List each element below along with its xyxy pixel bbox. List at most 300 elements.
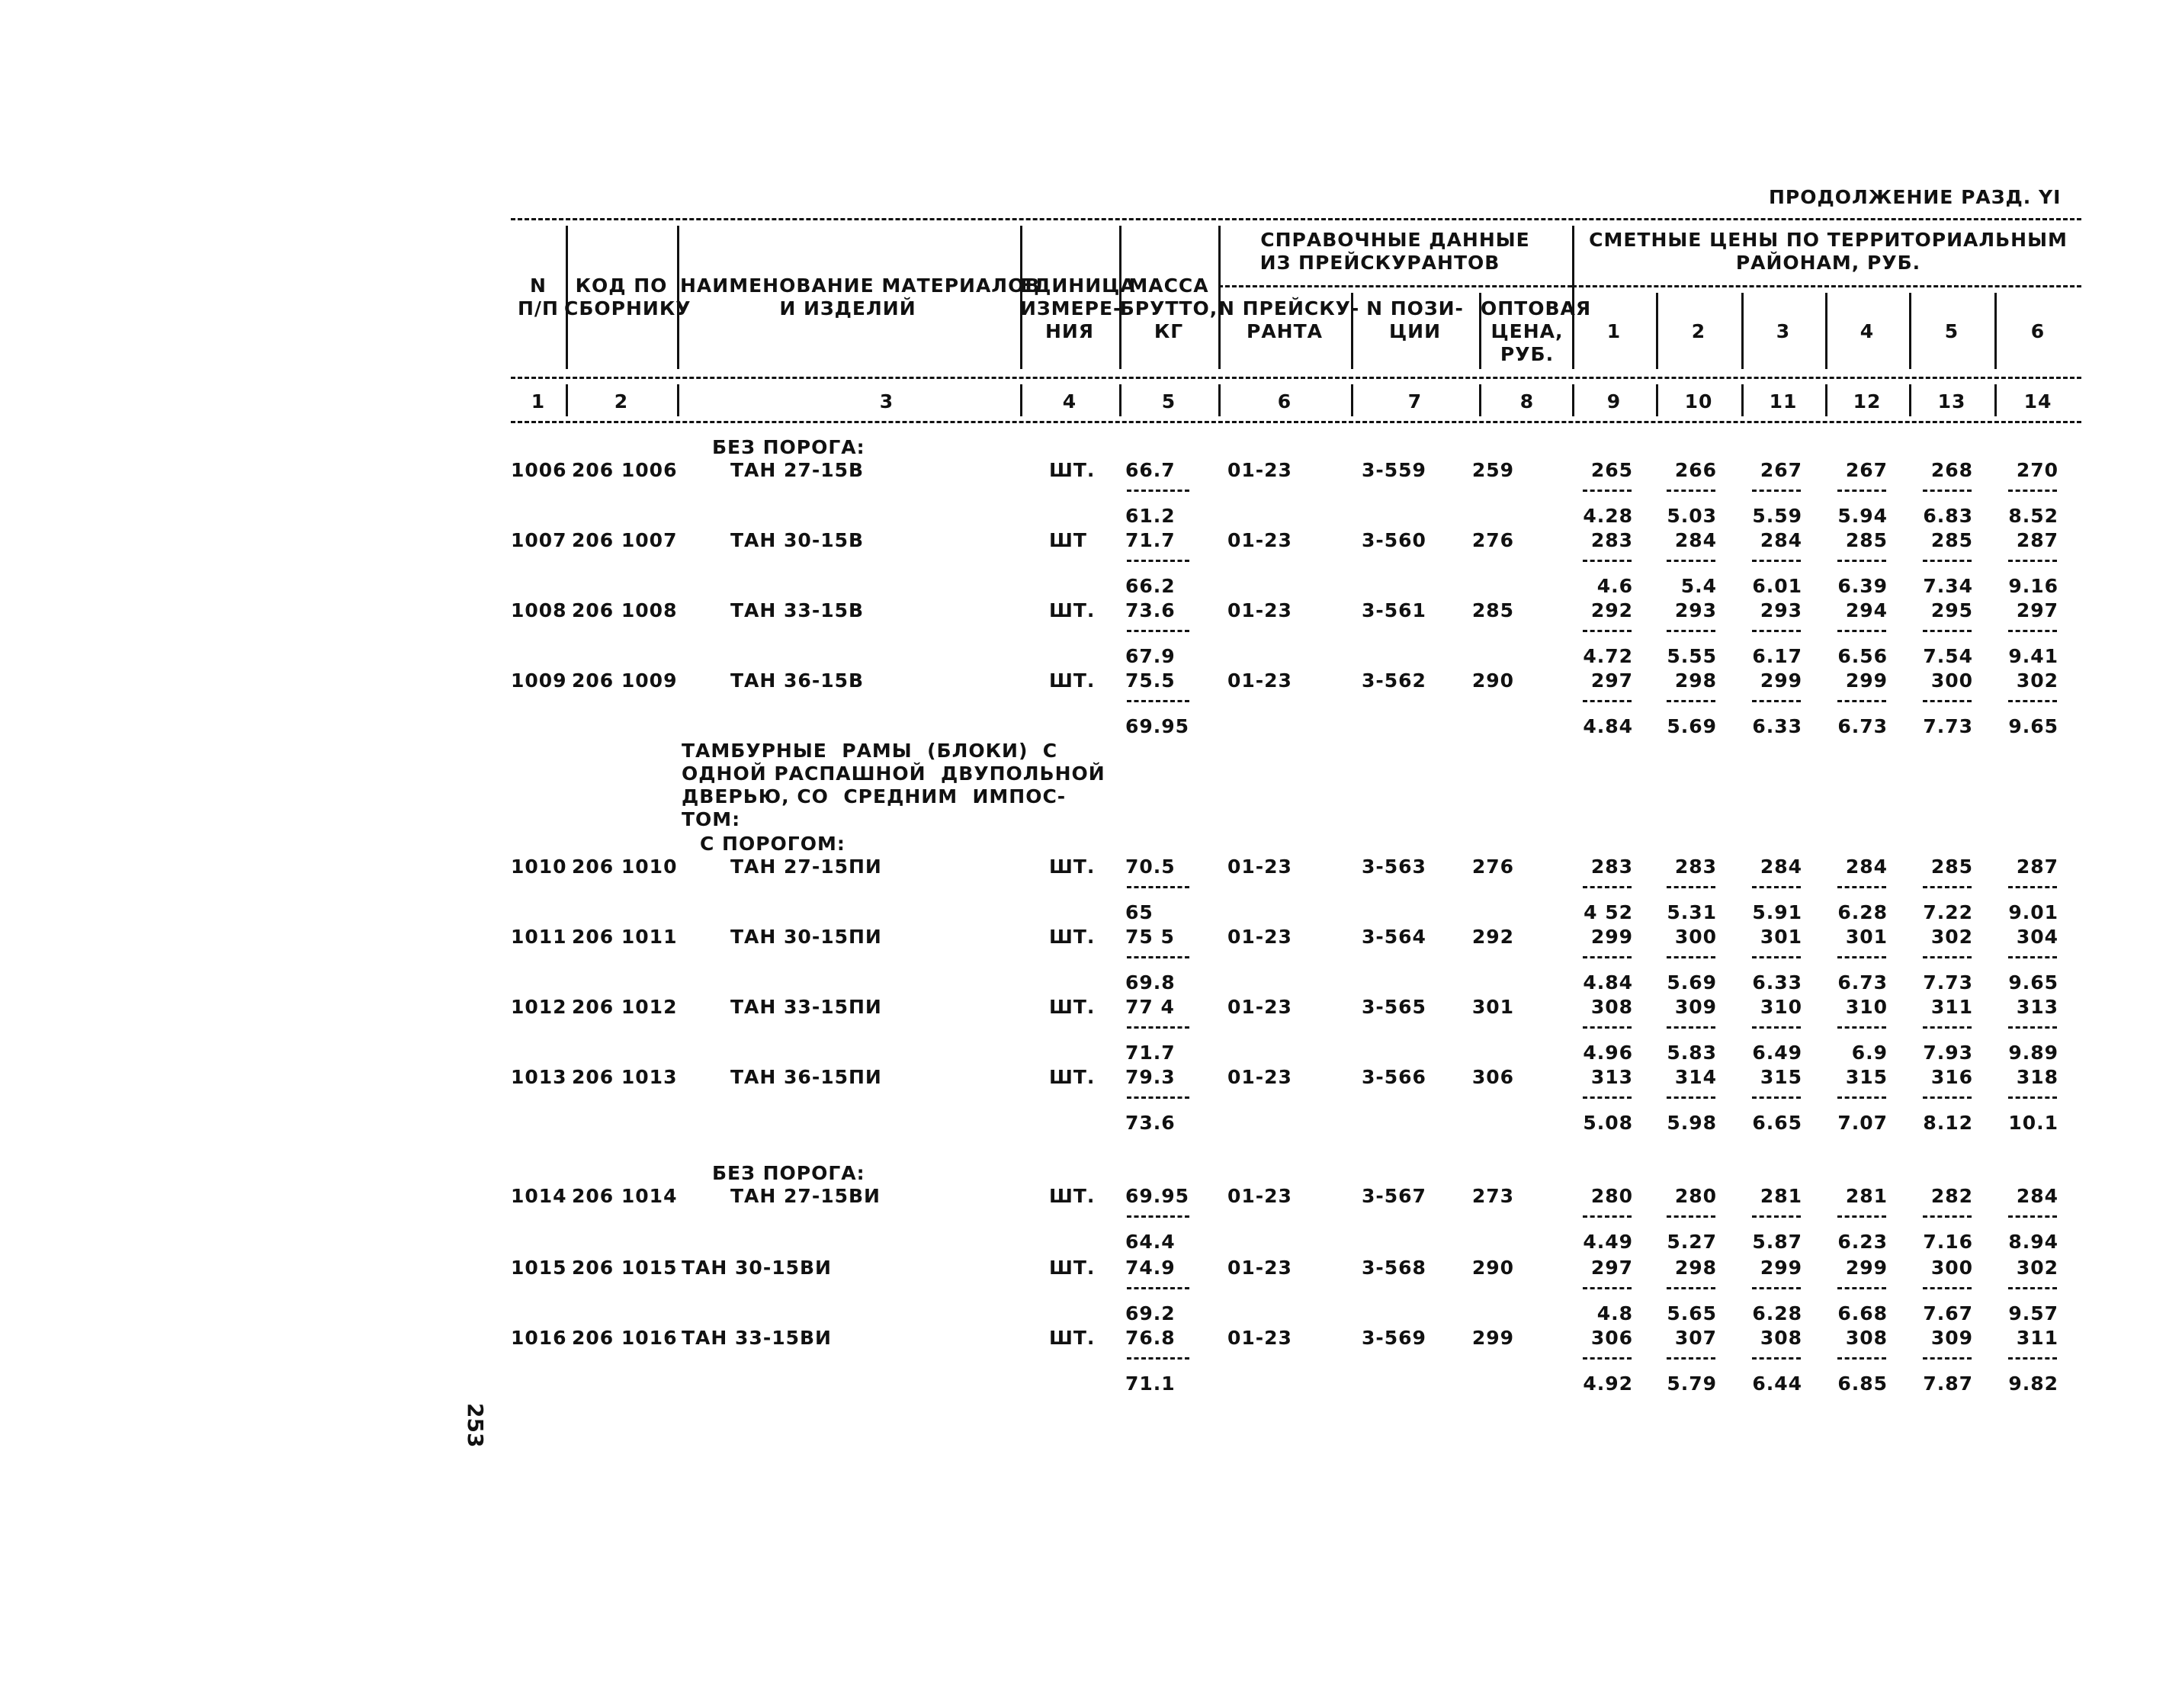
row-estimate-transport: 4.72 — [1583, 645, 1633, 667]
row-name: ТАН 36-15ПИ — [730, 1066, 882, 1088]
row-code: 206 1006 — [572, 459, 678, 481]
row-wholesale-price: 292 — [1471, 926, 1514, 948]
header-district: 1 — [1606, 320, 1622, 342]
row-estimate-price: 287 — [2016, 856, 2058, 878]
row-estimate-transport: 4.28 — [1583, 505, 1633, 527]
price-fraction-rule — [1837, 700, 1886, 702]
header-separator — [1741, 293, 1744, 369]
row-code: 206 1014 — [572, 1185, 678, 1207]
row-estimate-price: 283 — [1590, 529, 1633, 551]
header-district: 6 — [2030, 320, 2046, 342]
price-fraction-rule — [1837, 490, 1886, 492]
price-fraction-rule — [1752, 1357, 1801, 1360]
row-number: 1006 — [511, 459, 567, 481]
row-estimate-price: 299 — [1845, 1257, 1888, 1279]
row-estimate-price: 297 — [2016, 599, 2058, 621]
row-name: ТАН 30-15ВИ — [682, 1257, 832, 1279]
row-estimate-price: 270 — [2016, 459, 2058, 481]
row-mass: 73.6 — [1125, 599, 1176, 621]
price-fraction-rule — [1837, 956, 1886, 958]
price-fraction-rule — [2008, 1096, 2057, 1099]
header-mass: МАССА — [1128, 274, 1209, 297]
row-number: 1010 — [511, 856, 567, 878]
row-pricelist: 01-23 — [1227, 926, 1292, 948]
row-wholesale-price: 301 — [1471, 996, 1514, 1018]
header-pricelist: N ПРЕЙСКУ- — [1218, 297, 1360, 319]
row-estimate-price: 299 — [1760, 1257, 1802, 1279]
row-estimate-price: 281 — [1845, 1185, 1888, 1207]
price-fraction-rule — [1583, 560, 1632, 562]
row-estimate-price: 315 — [1845, 1066, 1888, 1088]
price-fraction-rule — [1667, 956, 1715, 958]
row-position: 3-561 — [1362, 599, 1426, 621]
row-estimate-transport: 5.59 — [1752, 505, 1802, 527]
header-pricelist: РАНТА — [1247, 320, 1323, 342]
row-estimate-transport: 9.89 — [2008, 1042, 2058, 1064]
price-fraction-rule — [2008, 1357, 2057, 1360]
row-estimate-price: 267 — [1845, 459, 1888, 481]
row-unit: ШТ. — [1049, 926, 1096, 948]
row-estimate-price: 314 — [1674, 1066, 1717, 1088]
row-name: ТАН 30-15В — [730, 529, 865, 551]
header-n: N — [530, 274, 547, 297]
row-number: 1014 — [511, 1185, 567, 1207]
price-fraction-rule — [1923, 700, 1972, 702]
row-name: ТАН 33-15В — [730, 599, 865, 621]
price-fraction-rule — [1667, 886, 1715, 888]
row-code: 206 1013 — [572, 1066, 678, 1088]
row-pricelist: 01-23 — [1227, 1327, 1292, 1349]
row-estimate-price: 302 — [2016, 669, 2058, 692]
price-fraction-rule — [1752, 1287, 1801, 1289]
row-estimate-transport: 8.52 — [2008, 505, 2058, 527]
row-pricelist: 01-23 — [1227, 1257, 1292, 1279]
row-position: 3-560 — [1362, 529, 1426, 551]
row-estimate-transport: 6.33 — [1752, 971, 1802, 994]
price-fraction-rule — [1923, 630, 1972, 632]
row-unit: ШТ. — [1049, 459, 1096, 481]
column-number: 2 — [614, 390, 629, 413]
row-estimate-price: 295 — [1930, 599, 1973, 621]
row-estimate-price: 280 — [1674, 1185, 1717, 1207]
row-estimate-transport: 6.56 — [1837, 645, 1888, 667]
row-estimate-price: 311 — [2016, 1327, 2058, 1349]
row-estimate-transport: 6.01 — [1752, 575, 1802, 597]
row-mass: 66.7 — [1125, 459, 1176, 481]
row-estimate-transport: 6.73 — [1837, 715, 1888, 737]
row-estimate-price: 300 — [1930, 669, 1973, 692]
row-estimate-transport: 7.54 — [1923, 645, 1973, 667]
mass-fraction-rule — [1127, 700, 1189, 702]
row-number: 1012 — [511, 996, 567, 1018]
row-position: 3-559 — [1362, 459, 1426, 481]
row-pricelist: 01-23 — [1227, 1185, 1292, 1207]
header-code: СБОРНИКУ — [564, 297, 692, 319]
row-estimate-price: 292 — [1590, 599, 1633, 621]
price-fraction-rule — [1923, 1026, 1972, 1029]
row-estimate-price: 284 — [1760, 529, 1802, 551]
row-estimate-price: 280 — [1590, 1185, 1633, 1207]
row-estimate-transport: 4 52 — [1584, 901, 1633, 923]
column-number: 1 — [531, 390, 546, 413]
column-number: 8 — [1519, 390, 1535, 413]
price-fraction-rule — [2008, 560, 2057, 562]
colnum-separator — [1218, 384, 1221, 416]
row-mass-net: 65 — [1125, 901, 1154, 923]
price-fraction-rule — [1667, 1096, 1715, 1099]
row-estimate-transport: 6.28 — [1837, 901, 1888, 923]
row-estimate-transport: 9.65 — [2008, 715, 2058, 737]
row-estimate-price: 310 — [1845, 996, 1888, 1018]
column-number: 4 — [1062, 390, 1077, 413]
row-estimate-price: 298 — [1674, 1257, 1717, 1279]
row-mass: 75 5 — [1125, 926, 1175, 948]
header-district: 4 — [1860, 320, 1875, 342]
row-mass-net: 69.95 — [1125, 715, 1190, 737]
row-estimate-transport: 5.55 — [1667, 645, 1717, 667]
row-unit: ШТ. — [1049, 856, 1096, 878]
row-position: 3-565 — [1362, 996, 1426, 1018]
price-fraction-rule — [1837, 1096, 1886, 1099]
row-estimate-price: 311 — [1930, 996, 1973, 1018]
price-fraction-rule — [1583, 1215, 1632, 1218]
row-mass: 70.5 — [1125, 856, 1176, 878]
row-estimate-transport: 6.9 — [1851, 1042, 1888, 1064]
row-estimate-transport: 6.28 — [1752, 1302, 1802, 1324]
row-estimate-price: 315 — [1760, 1066, 1802, 1088]
row-position: 3-569 — [1362, 1327, 1426, 1349]
row-estimate-price: 287 — [2016, 529, 2058, 551]
row-pricelist: 01-23 — [1227, 996, 1292, 1018]
row-name: ТАН 27-15ВИ — [730, 1185, 881, 1207]
header-wholesale: ОПТОВАЯ — [1481, 297, 1592, 319]
row-code: 206 1016 — [572, 1327, 678, 1349]
row-mass-net: 69.2 — [1125, 1302, 1176, 1324]
row-code: 206 1010 — [572, 856, 678, 878]
header-district: 5 — [1944, 320, 1959, 342]
mass-fraction-rule — [1127, 956, 1189, 958]
header-district: 3 — [1776, 320, 1791, 342]
row-pricelist: 01-23 — [1227, 856, 1292, 878]
row-estimate-price: 285 — [1930, 856, 1973, 878]
row-estimate-price: 300 — [1674, 926, 1717, 948]
row-estimate-price: 294 — [1845, 599, 1888, 621]
row-position: 3-562 — [1362, 669, 1426, 692]
row-estimate-transport: 4.49 — [1583, 1231, 1633, 1253]
row-estimate-transport: 5.94 — [1837, 505, 1888, 527]
row-estimate-transport: 6.85 — [1837, 1372, 1888, 1395]
row-wholesale-price: 259 — [1471, 459, 1514, 481]
header-name: НАИМЕНОВАНИЕ МАТЕРИАЛОВ — [680, 274, 1041, 297]
column-number: 13 — [1937, 390, 1966, 413]
price-fraction-rule — [1752, 490, 1801, 492]
row-estimate-price: 293 — [1674, 599, 1717, 621]
colnum-separator — [1479, 384, 1481, 416]
row-estimate-transport: 6.83 — [1923, 505, 1973, 527]
row-position: 3-563 — [1362, 856, 1426, 878]
row-estimate-transport: 7.16 — [1923, 1231, 1973, 1253]
row-estimate-price: 302 — [1930, 926, 1973, 948]
row-mass: 74.9 — [1125, 1257, 1176, 1279]
header-separator — [1572, 226, 1574, 282]
row-estimate-transport: 5.69 — [1667, 971, 1717, 994]
price-fraction-rule — [1667, 490, 1715, 492]
colnum-separator — [1909, 384, 1911, 416]
price-fraction-rule — [1837, 1026, 1886, 1029]
row-mass-net: 61.2 — [1125, 505, 1176, 527]
group-label: БЕЗ ПОРОГА: — [712, 1162, 865, 1184]
row-position: 3-567 — [1362, 1185, 1426, 1207]
price-fraction-rule — [1667, 700, 1715, 702]
header-n: П/П — [518, 297, 559, 319]
row-estimate-transport: 6.39 — [1837, 575, 1888, 597]
price-fraction-rule — [2008, 490, 2057, 492]
row-mass-net: 66.2 — [1125, 575, 1176, 597]
row-estimate-transport: 5.98 — [1667, 1112, 1717, 1134]
price-fraction-rule — [1667, 630, 1715, 632]
price-fraction-rule — [1923, 886, 1972, 888]
price-fraction-rule — [1583, 956, 1632, 958]
column-number: 7 — [1407, 390, 1423, 413]
row-estimate-price: 293 — [1760, 599, 1802, 621]
row-estimate-transport: 7.93 — [1923, 1042, 1973, 1064]
header-est-group: РАЙОНАМ, РУБ. — [1735, 252, 1921, 274]
row-estimate-price: 267 — [1760, 459, 1802, 481]
row-estimate-price: 285 — [1845, 529, 1888, 551]
header-wholesale: ЦЕНА, — [1490, 320, 1564, 342]
price-fraction-rule — [1923, 956, 1972, 958]
row-estimate-transport: 5.91 — [1752, 901, 1802, 923]
row-pricelist: 01-23 — [1227, 669, 1292, 692]
row-estimate-transport: 7.67 — [1923, 1302, 1973, 1324]
row-estimate-price: 299 — [1590, 926, 1633, 948]
header-unit: ИЗМЕРЕ- — [1020, 297, 1122, 319]
row-estimate-transport: 5.31 — [1667, 901, 1717, 923]
price-fraction-rule — [1837, 1287, 1886, 1289]
row-estimate-transport: 5.79 — [1667, 1372, 1717, 1395]
price-fraction-rule — [1752, 560, 1801, 562]
ref-group-rule — [1218, 285, 1572, 287]
price-fraction-rule — [1583, 1287, 1632, 1289]
header-position: N ПОЗИ- — [1366, 297, 1464, 319]
header-separator — [1825, 293, 1827, 369]
row-estimate-transport: 9.82 — [2008, 1372, 2058, 1395]
row-estimate-transport: 5.83 — [1667, 1042, 1717, 1064]
price-fraction-rule — [1923, 1215, 1972, 1218]
colnum-separator — [1656, 384, 1658, 416]
row-mass-net: 71.7 — [1125, 1042, 1176, 1064]
row-estimate-transport: 5.87 — [1752, 1231, 1802, 1253]
row-estimate-price: 284 — [1845, 856, 1888, 878]
row-code: 206 1007 — [572, 529, 678, 551]
row-unit: ШТ. — [1049, 1327, 1096, 1349]
price-fraction-rule — [1752, 1096, 1801, 1099]
row-mass: 77 4 — [1125, 996, 1175, 1018]
header-position: ЦИИ — [1388, 320, 1442, 342]
row-estimate-price: 299 — [1845, 669, 1888, 692]
row-estimate-transport: 6.44 — [1752, 1372, 1802, 1395]
row-estimate-price: 308 — [1845, 1327, 1888, 1349]
row-estimate-transport: 5.4 — [1680, 575, 1717, 597]
row-estimate-price: 285 — [1930, 529, 1973, 551]
colnum-separator — [1572, 384, 1574, 416]
price-fraction-rule — [1667, 1287, 1715, 1289]
row-estimate-price: 310 — [1760, 996, 1802, 1018]
header-separator — [1656, 293, 1658, 369]
price-fraction-rule — [1752, 1215, 1801, 1218]
group-label: ДВЕРЬЮ, СО СРЕДНИМ ИМПОС- — [682, 785, 1067, 807]
price-fraction-rule — [1837, 886, 1886, 888]
price-fraction-rule — [1923, 560, 1972, 562]
header-est-group: СМЕТНЫЕ ЦЕНЫ ПО ТЕРРИТОРИАЛЬНЫМ — [1589, 229, 2068, 251]
row-estimate-price: 304 — [2016, 926, 2058, 948]
row-wholesale-price: 276 — [1471, 856, 1514, 878]
row-estimate-price: 297 — [1590, 1257, 1633, 1279]
row-mass: 75.5 — [1125, 669, 1176, 692]
row-name: ТАН 33-15ПИ — [730, 996, 882, 1018]
row-estimate-transport: 7.87 — [1923, 1372, 1973, 1395]
column-number: 9 — [1606, 390, 1622, 413]
row-estimate-price: 308 — [1590, 996, 1633, 1018]
row-estimate-transport: 8.12 — [1923, 1112, 1973, 1134]
column-number: 5 — [1161, 390, 1176, 413]
price-fraction-rule — [2008, 1026, 2057, 1029]
price-fraction-rule — [2008, 1287, 2057, 1289]
row-wholesale-price: 273 — [1471, 1185, 1514, 1207]
row-name: ТАН 36-15В — [730, 669, 865, 692]
row-unit: ШТ — [1049, 529, 1087, 551]
row-estimate-price: 307 — [1674, 1327, 1717, 1349]
row-estimate-transport: 6.33 — [1752, 715, 1802, 737]
row-number: 1009 — [511, 669, 567, 692]
price-fraction-rule — [2008, 956, 2057, 958]
row-name: ТАН 33-15ВИ — [682, 1327, 832, 1349]
row-estimate-price: 284 — [1760, 856, 1802, 878]
column-number: 10 — [1684, 390, 1713, 413]
mass-fraction-rule — [1127, 1287, 1189, 1289]
price-fraction-rule — [1752, 630, 1801, 632]
header-col-rule — [511, 377, 2081, 379]
header-unit: ЕДИНИЦА — [1020, 274, 1136, 297]
row-estimate-price: 299 — [1760, 669, 1802, 692]
row-estimate-transport: 4.6 — [1596, 575, 1633, 597]
page-number: 253 — [463, 1403, 488, 1448]
row-name: ТАН 27-15ПИ — [730, 856, 882, 878]
row-estimate-transport: 7.07 — [1837, 1112, 1888, 1134]
row-wholesale-price: 290 — [1471, 1257, 1514, 1279]
row-code: 206 1009 — [572, 669, 678, 692]
row-estimate-price: 283 — [1590, 856, 1633, 878]
row-estimate-price: 309 — [1930, 1327, 1973, 1349]
price-fraction-rule — [1923, 1357, 1972, 1360]
row-estimate-transport: 4.84 — [1583, 715, 1633, 737]
row-code: 206 1015 — [572, 1257, 678, 1279]
row-number: 1011 — [511, 926, 567, 948]
row-number: 1016 — [511, 1327, 567, 1349]
mass-fraction-rule — [1127, 560, 1189, 562]
row-unit: ШТ. — [1049, 599, 1096, 621]
row-estimate-transport: 5.03 — [1667, 505, 1717, 527]
colnum-separator — [1741, 384, 1744, 416]
price-fraction-rule — [1583, 700, 1632, 702]
price-fraction-rule — [2008, 1215, 2057, 1218]
row-wholesale-price: 290 — [1471, 669, 1514, 692]
header-ref-group: ИЗ ПРЕЙСКУРАНТОВ — [1259, 252, 1500, 274]
row-position: 3-564 — [1362, 926, 1426, 948]
row-mass-net: 71.1 — [1125, 1372, 1176, 1395]
row-code: 206 1008 — [572, 599, 678, 621]
row-number: 1015 — [511, 1257, 567, 1279]
header-district: 2 — [1691, 320, 1706, 342]
price-fraction-rule — [1667, 1026, 1715, 1029]
row-estimate-price: 297 — [1590, 669, 1633, 692]
row-estimate-price: 301 — [1760, 926, 1802, 948]
row-estimate-transport: 10.1 — [2008, 1112, 2058, 1134]
row-estimate-price: 316 — [1930, 1066, 1973, 1088]
price-fraction-rule — [1837, 560, 1886, 562]
row-estimate-transport: 9.41 — [2008, 645, 2058, 667]
price-fraction-rule — [1583, 630, 1632, 632]
row-unit: ШТ. — [1049, 669, 1096, 692]
row-estimate-price: 266 — [1674, 459, 1717, 481]
row-estimate-price: 281 — [1760, 1185, 1802, 1207]
row-estimate-transport: 4.84 — [1583, 971, 1633, 994]
row-estimate-price: 313 — [2016, 996, 2058, 1018]
mass-fraction-rule — [1127, 630, 1189, 632]
row-pricelist: 01-23 — [1227, 459, 1292, 481]
row-mass-net: 73.6 — [1125, 1112, 1176, 1134]
group-label: ТАМБУРНЫЕ РАМЫ (БЛОКИ) С — [682, 740, 1058, 762]
row-estimate-price: 313 — [1590, 1066, 1633, 1088]
row-mass-net: 64.4 — [1125, 1231, 1176, 1253]
row-unit: ШТ. — [1049, 1257, 1096, 1279]
column-number: 14 — [2023, 390, 2052, 413]
est-group-rule — [1572, 285, 2081, 287]
group-label: ОДНОЙ РАСПАШНОЙ ДВУПОЛЬНОЙ — [682, 762, 1105, 785]
row-estimate-transport: 9.01 — [2008, 901, 2058, 923]
group-label: БЕЗ ПОРОГА: — [712, 436, 865, 458]
row-estimate-price: 283 — [1674, 856, 1717, 878]
price-fraction-rule — [1583, 490, 1632, 492]
row-number: 1007 — [511, 529, 567, 551]
row-pricelist: 01-23 — [1227, 529, 1292, 551]
price-fraction-rule — [1752, 1026, 1801, 1029]
row-estimate-price: 284 — [2016, 1185, 2058, 1207]
row-name: ТАН 27-15В — [730, 459, 865, 481]
price-fraction-rule — [1583, 1026, 1632, 1029]
header-separator — [1994, 293, 1997, 369]
row-unit: ШТ. — [1049, 996, 1096, 1018]
price-fraction-rule — [1837, 1357, 1886, 1360]
header-name: И ИЗДЕЛИЙ — [779, 297, 916, 319]
row-position: 3-568 — [1362, 1257, 1426, 1279]
row-wholesale-price: 299 — [1471, 1327, 1514, 1349]
row-estimate-price: 298 — [1674, 669, 1717, 692]
colnum-separator — [1994, 384, 1997, 416]
price-fraction-rule — [2008, 700, 2057, 702]
row-code: 206 1011 — [572, 926, 678, 948]
row-estimate-transport: 5.27 — [1667, 1231, 1717, 1253]
price-fraction-rule — [1923, 1096, 1972, 1099]
row-estimate-transport: 6.49 — [1752, 1042, 1802, 1064]
row-estimate-transport: 6.65 — [1752, 1112, 1802, 1134]
row-estimate-price: 268 — [1930, 459, 1973, 481]
mass-fraction-rule — [1127, 1026, 1189, 1029]
row-wholesale-price: 285 — [1471, 599, 1514, 621]
row-estimate-transport: 5.08 — [1583, 1112, 1633, 1134]
row-number: 1008 — [511, 599, 567, 621]
row-estimate-price: 282 — [1930, 1185, 1973, 1207]
